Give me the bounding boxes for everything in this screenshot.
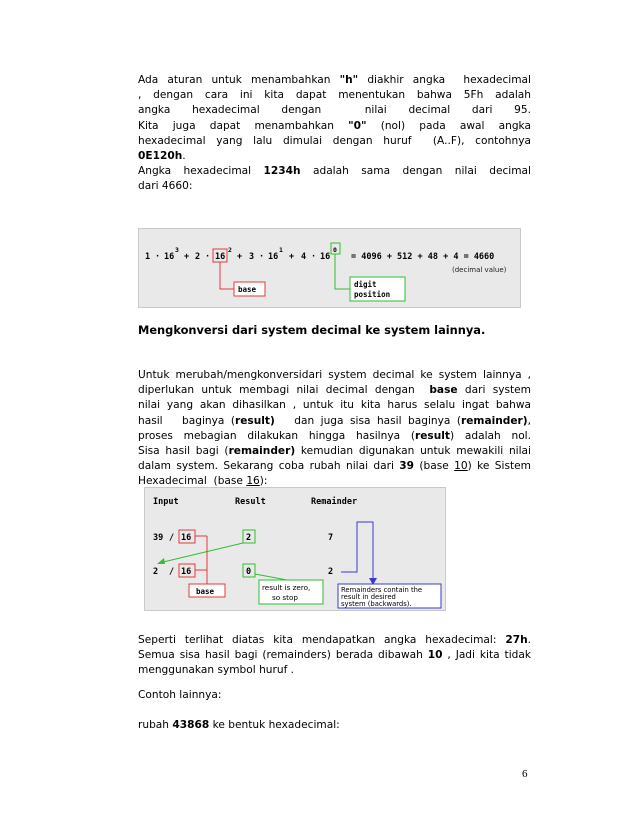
bold-text: remainder) xyxy=(461,414,528,427)
bold-text: 43868 xyxy=(172,719,210,731)
zero-note-line1: result is zero, xyxy=(262,583,311,592)
text-line xyxy=(138,648,531,663)
page-number: 6 xyxy=(522,768,528,780)
text-run: adalah sama dengan nilai decimal xyxy=(300,165,531,178)
text-run: diakhir angka hexadecimal xyxy=(358,74,531,86)
text-run: Untuk merubah/mengkonversidari system decimal ke system lainnya , xyxy=(138,369,531,381)
text-line xyxy=(138,383,531,398)
text-run: hasil baginya ( xyxy=(138,414,236,427)
term-3-coef: 3 xyxy=(249,252,255,262)
text-line xyxy=(138,429,531,444)
text-run: Angka hexadecimal xyxy=(138,165,264,178)
remainder-note-line2: result in desired xyxy=(341,593,396,601)
zero-connector xyxy=(255,574,287,580)
section-heading: Mengkonversi dari system decimal ke system lainnya. xyxy=(138,323,486,337)
term-2-dot: · xyxy=(205,252,211,262)
figure-hex-expansion-svg xyxy=(139,229,522,309)
text-run: dari system xyxy=(457,384,531,397)
text-run: (base xyxy=(414,460,455,473)
text-line xyxy=(138,688,531,703)
bold-text: base xyxy=(429,384,458,397)
row1-base: 16 xyxy=(181,533,192,543)
text-run: ) adalah nol. xyxy=(449,429,531,442)
text-line xyxy=(138,663,531,678)
text-run: , dengan cara ini kita dapat menentukan bahwa 5Fh adalah xyxy=(138,89,531,102)
header-result: Result xyxy=(235,497,266,507)
text-run: . xyxy=(527,634,531,646)
text-run: proses mebagian dilakukan hingga hasilnya ( xyxy=(138,429,415,442)
text-line xyxy=(138,444,531,459)
figure-division-table-svg xyxy=(145,488,447,612)
row2-base: 16 xyxy=(181,567,192,577)
row2-divide: / xyxy=(169,567,175,577)
text-run: dalam system. Sekarang coba rubah nilai dari xyxy=(138,460,400,473)
row2-result: 0 xyxy=(246,567,252,577)
paragraph-hex-suffix xyxy=(138,73,531,195)
text-line xyxy=(138,368,531,383)
bold-text: 27h xyxy=(505,634,528,646)
header-input: Input xyxy=(153,497,179,507)
bold-text: "h" xyxy=(339,74,359,86)
base-connector xyxy=(220,262,234,289)
expansion-result: = 4096 + 512 + 48 + 4 = 4660 xyxy=(351,252,495,262)
bold-text: 10 xyxy=(427,649,443,662)
text-run: diperlukan untuk membagi nilai decimal dengan xyxy=(138,384,430,397)
term-1-dot: · xyxy=(155,252,161,262)
plus-2: + xyxy=(237,252,243,262)
term-2-exp: 2 xyxy=(228,246,232,254)
text-run: rubah xyxy=(138,719,173,731)
bold-text: "0" xyxy=(348,119,367,132)
zero-note-line2: so stop xyxy=(272,593,298,602)
text-run: Hexadecimal (base xyxy=(138,475,247,488)
text-run: , Jadi kita tidak xyxy=(442,649,531,662)
text-run: angka hexadecimal dengan nilai decimal dari 95. xyxy=(138,104,531,117)
text-line xyxy=(138,718,531,733)
row1-divide: / xyxy=(169,533,175,543)
paragraph-convert-task xyxy=(138,718,531,733)
figure-division-table xyxy=(144,487,446,611)
remainder-bracket xyxy=(341,522,373,582)
text-run: Ada aturan untuk menambahkan xyxy=(138,74,340,86)
row1-number: 39 xyxy=(153,533,164,543)
plus-1: + xyxy=(184,252,190,262)
text-line xyxy=(138,398,531,413)
underlined-text: 10 xyxy=(454,460,468,473)
text-run: ) ke Sistem xyxy=(467,460,531,473)
term-4-base: 16 xyxy=(320,252,331,262)
term-4-coef: 4 xyxy=(301,252,307,262)
underlined-text: 16 xyxy=(246,475,260,488)
bold-text: 0E120h xyxy=(138,149,183,162)
term-3-base: 16 xyxy=(268,252,279,262)
term-2-base: 16 xyxy=(215,252,226,262)
figure-hex-expansion xyxy=(138,228,521,308)
text-line xyxy=(138,134,531,149)
text-run: Contoh lainnya: xyxy=(138,689,222,701)
text-run: hexadecimal yang lalu dimulai dengan huruf (A..F), contohnya xyxy=(138,134,531,147)
term-1-coef: 1 xyxy=(145,252,151,262)
row1-remainder: 7 xyxy=(328,533,334,543)
text-run: menggunakan symbol huruf . xyxy=(138,664,295,677)
paragraph-another-example xyxy=(138,688,531,703)
text-run: . xyxy=(182,149,186,162)
text-run: Seperti terlihat diatas kita mendapatkan angka hexadecimal: xyxy=(138,634,506,646)
row2-remainder: 2 xyxy=(328,567,334,577)
remainder-note-line1: Remainders contain the xyxy=(341,586,423,594)
bold-text: result xyxy=(415,429,450,442)
text-run: dan juga sisa hasil baginya ( xyxy=(274,414,462,427)
base-label: base xyxy=(196,587,215,596)
text-run: (nol) pada awal angka xyxy=(366,119,531,132)
text-run: kemudian digunakan untuk mewakili nilai xyxy=(295,444,531,457)
term-2-coef: 2 xyxy=(195,252,201,262)
text-run: Sisa hasil bagi ( xyxy=(138,444,229,457)
text-run: ): xyxy=(259,475,268,488)
paragraph-result-explanation xyxy=(138,633,531,679)
carry-arrow-line xyxy=(159,543,243,563)
remainder-note-line3: system (backwards). xyxy=(341,600,412,608)
text-line xyxy=(138,633,531,648)
text-run: nilai yang akan dihasilkan , untuk itu kita harus selalu ingat bahwa xyxy=(138,399,531,412)
term-1-base: 16 xyxy=(164,252,175,262)
bold-text: remainder) xyxy=(228,444,296,457)
term-4-dot: · xyxy=(311,252,317,262)
text-run: Kita juga dapat menambahkan xyxy=(138,119,349,132)
plus-3: + xyxy=(289,252,295,262)
text-line xyxy=(138,149,531,164)
bold-text: result) xyxy=(235,414,275,427)
text-line xyxy=(138,164,531,179)
header-remainder: Remainder xyxy=(311,497,358,507)
bold-text: 1234h xyxy=(263,165,301,178)
text-line xyxy=(138,459,531,474)
text-line xyxy=(138,119,531,134)
digit-label: digit xyxy=(354,280,377,289)
carry-arrow-head xyxy=(157,558,165,564)
text-line xyxy=(138,103,531,118)
row2-number: 2 xyxy=(153,567,159,577)
text-line xyxy=(138,414,531,429)
decimal-value-caption: (decimal value) xyxy=(452,266,507,274)
term-4-exp: 0 xyxy=(333,246,337,254)
text-run: ke bentuk hexadecimal: xyxy=(209,719,340,731)
text-run: , xyxy=(527,414,531,427)
position-label: position xyxy=(354,290,391,299)
term-3-exp: 1 xyxy=(279,246,283,254)
text-run: dari 4660: xyxy=(138,180,193,193)
text-run: Semua sisa hasil bagi (remainders) berada dibawah xyxy=(138,649,428,662)
digit-connector xyxy=(335,254,350,289)
term-1-exp: 3 xyxy=(175,246,179,254)
paragraph-conversion xyxy=(138,368,531,490)
term-3-dot: · xyxy=(259,252,265,262)
base-label: base xyxy=(238,285,257,294)
row1-result: 2 xyxy=(246,533,252,543)
text-line xyxy=(138,88,531,103)
text-line xyxy=(138,73,531,88)
text-line xyxy=(138,179,531,194)
bold-text: 39 xyxy=(399,460,415,473)
